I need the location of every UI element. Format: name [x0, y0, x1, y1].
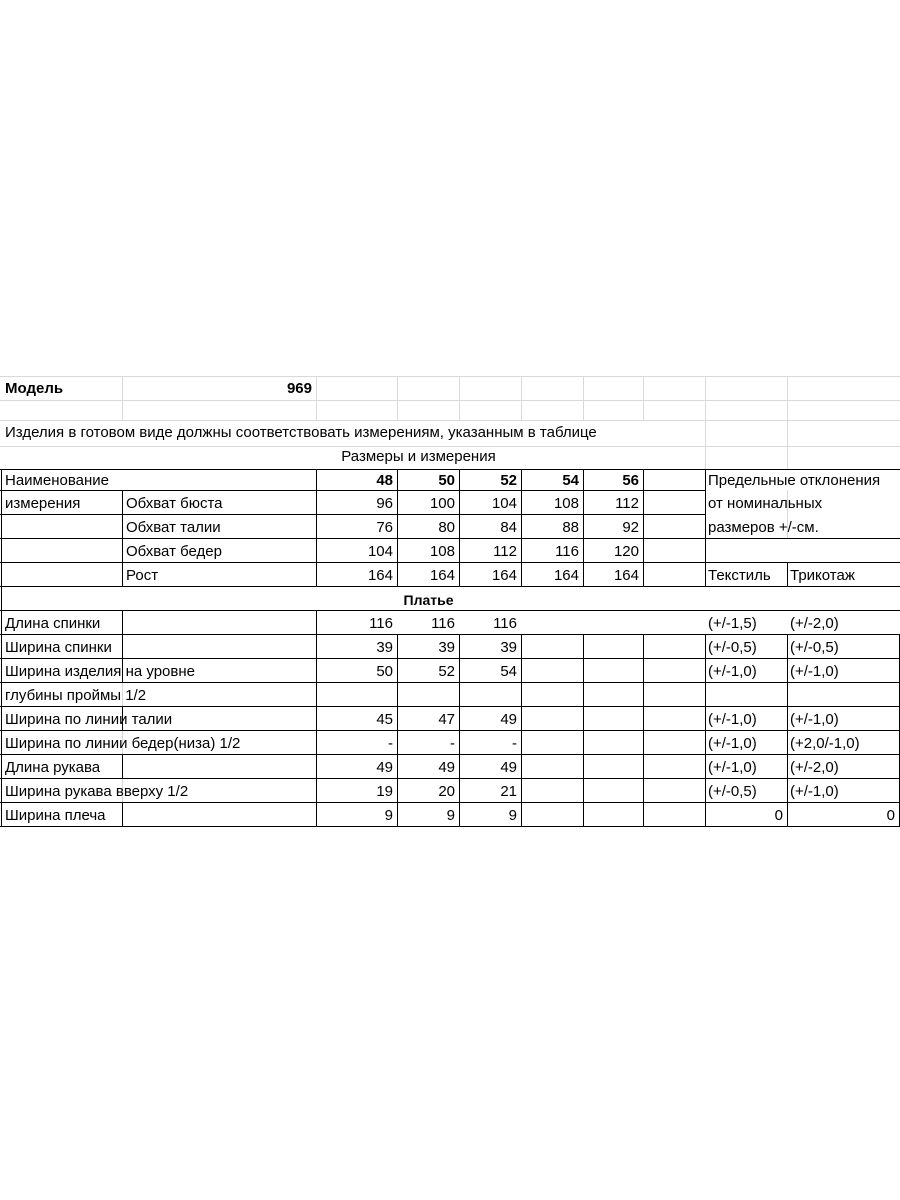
dress-row-textile: (+/-0,5)	[708, 639, 757, 656]
dress-row-value: 116	[369, 615, 393, 632]
dress-row-value: 9	[446, 807, 455, 824]
size-header: 50	[438, 472, 455, 489]
dress-row-value: -	[450, 735, 455, 752]
measurement-value: 84	[500, 519, 517, 536]
measurement-label-line2: измерения	[5, 495, 81, 512]
sizes-title: Размеры и измерения	[341, 448, 496, 465]
dress-row-name: глубины проймы 1/2	[5, 687, 147, 704]
dress-row-textile: (+/-1,5)	[708, 615, 757, 632]
measurement-value: 92	[622, 519, 639, 536]
dress-row-value: 39	[376, 639, 393, 656]
measurement-value: 80	[438, 519, 455, 536]
measurement-value: 104	[491, 495, 517, 512]
deviation-header-line2: от номинальных	[708, 495, 823, 512]
size-header: 48	[376, 472, 393, 489]
deviation-header-line1: Предельные отклонения	[708, 472, 881, 489]
knit-column-header: Трикотаж	[790, 567, 855, 584]
dress-row-value: 49	[500, 759, 517, 776]
dress-row-value: 9	[508, 807, 517, 824]
dress-row-textile: (+/-0,5)	[708, 783, 757, 800]
dress-row-knit: (+/-1,0)	[790, 783, 839, 800]
dress-row-name: Длина рукава	[5, 759, 101, 776]
measurement-value: 164	[613, 567, 639, 584]
dress-row-value: 21	[500, 783, 517, 800]
dress-row-value: 9	[384, 807, 393, 824]
dress-row-name: Длина спинки	[5, 615, 101, 632]
dress-row-value: 45	[376, 711, 393, 728]
dress-row-knit: (+/-0,5)	[790, 639, 839, 656]
dress-row-value: 49	[376, 759, 393, 776]
measurement-value: 164	[429, 567, 455, 584]
dress-row-value: -	[512, 735, 517, 752]
dress-row-value: 52	[438, 663, 455, 680]
dress-row-value: 19	[376, 783, 393, 800]
measurement-name: Обхват талии	[126, 519, 221, 536]
dress-row-textile: (+/-1,0)	[708, 759, 757, 776]
model-label: Модель	[5, 380, 64, 397]
dress-row-value: 116	[493, 615, 517, 632]
dress-row-value: -	[388, 735, 393, 752]
dress-row-textile: (+/-1,0)	[708, 735, 757, 752]
dress-section-title: Платье	[403, 592, 454, 608]
measurement-name: Рост	[126, 567, 159, 584]
dress-row-value: 39	[500, 639, 517, 656]
dress-row-name: Ширина рукава вверху 1/2	[5, 783, 189, 800]
measurement-value: 164	[491, 567, 517, 584]
dress-row-knit: (+/-1,0)	[790, 663, 839, 680]
dress-row-value: 49	[500, 711, 517, 728]
deviation-header-line3: размеров +/-см.	[708, 519, 819, 536]
dress-row-knit: (+/-2,0)	[790, 759, 839, 776]
measurement-value: 164	[367, 567, 393, 584]
dress-row-value: 39	[438, 639, 455, 656]
size-header: 52	[500, 472, 517, 489]
dress-row-knit: (+/-2,0)	[790, 615, 839, 632]
measurement-value: 112	[493, 543, 517, 560]
measurement-value: 88	[562, 519, 579, 536]
dress-row-knit: 0	[886, 807, 895, 824]
measurement-value: 120	[613, 543, 639, 560]
dress-row-value: 47	[438, 711, 455, 728]
dress-row-name: Ширина спинки	[5, 639, 112, 656]
textile-column-header: Текстиль	[708, 567, 771, 584]
measurement-value: 96	[376, 495, 393, 512]
size-header: 54	[562, 472, 579, 489]
dress-row-textile: (+/-1,0)	[708, 663, 757, 680]
dress-row-name: Ширина изделия на уровне	[5, 663, 195, 680]
measurement-name: Обхват бюста	[126, 495, 223, 512]
model-number: 969	[286, 380, 312, 397]
measurement-value: 164	[553, 567, 579, 584]
dress-row-textile: (+/-1,0)	[708, 711, 757, 728]
measurement-value: 100	[429, 495, 455, 512]
dress-row-knit: (+/-1,0)	[790, 711, 839, 728]
measurement-value: 76	[376, 519, 393, 536]
measurement-value: 112	[615, 495, 639, 512]
measurement-value: 108	[553, 495, 579, 512]
dress-row-name: Ширина по линии бедер(низа) 1/2	[5, 735, 241, 752]
measurement-value: 116	[555, 543, 579, 560]
measurement-name: Обхват бедер	[126, 543, 222, 560]
dress-row-value: 20	[438, 783, 455, 800]
dress-row-value: 54	[500, 663, 517, 680]
size-header: 56	[622, 472, 639, 489]
measurement-value: 108	[429, 543, 455, 560]
dress-row-textile: 0	[774, 807, 783, 824]
measurement-label-line1: Наименование	[5, 472, 109, 489]
dress-row-value: 116	[431, 615, 455, 632]
dress-row-name: Ширина плеча	[5, 807, 106, 824]
dress-row-value: 50	[376, 663, 393, 680]
dress-row-value: 49	[438, 759, 455, 776]
measurement-value: 104	[367, 543, 393, 560]
dress-row-name: Ширина по линии талии	[5, 711, 173, 728]
dress-row-knit: (+2,0/-1,0)	[790, 735, 860, 752]
requirements-note: Изделия в готовом виде должны соответствовать измерениям, указанным в таблице	[5, 424, 597, 441]
